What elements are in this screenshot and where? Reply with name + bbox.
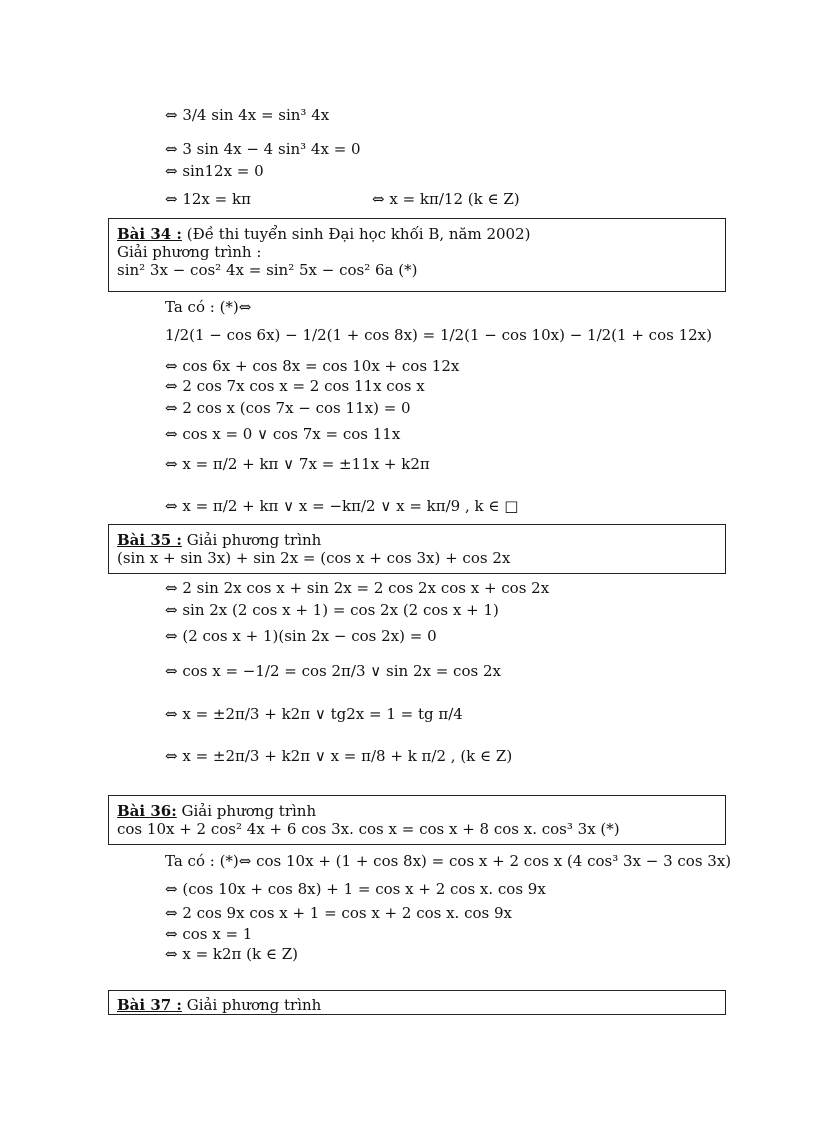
eq-line: ⇔ x = ±2π/3 + k2π ∨ tg2x = 1 = tg π/4	[165, 705, 463, 723]
eq-line: ⇔ (cos 10x + cos 8x) + 1 = cos x + 2 cos x. cos 9x	[165, 880, 546, 898]
eq-line: ⇔ 2 cos 9x cos x + 1 = cos x + 2 cos x. cos 9x	[165, 904, 512, 922]
eq-line: ⇔ 12x = kπ	[165, 190, 251, 208]
eq-line: ⇔ sin 2x (2 cos x + 1) = cos 2x (2 cos x + 1)	[165, 601, 499, 619]
eq-line: ⇔ x = π/2 + kπ ∨ x = −kπ/2 ∨ x = kπ/9 , k ∈ □	[165, 497, 519, 515]
problem-equation: cos 10x + 2 cos² 4x + 6 cos 3x. cos x = cos x + 8 cos x. cos³ 3x (*)	[117, 820, 620, 838]
problem-box-36	[108, 795, 726, 845]
problem-title: Bài 34 :	[117, 225, 182, 243]
eq-line: ⇔ sin12x = 0	[165, 162, 264, 180]
eq-line: ⇔ x = kπ/12 (k ∈ Z)	[372, 190, 520, 208]
problem-box-35	[108, 524, 726, 574]
eq-line: ⇔ x = k2π (k ∈ Z)	[165, 945, 299, 963]
problem-title: Bài 36:	[117, 802, 177, 820]
eq-line: ⇔ cos x = 0 ∨ cos 7x = cos 11x	[165, 425, 401, 443]
problem-task: Giải phương trình	[186, 531, 322, 549]
eq-line: ⇔ cos 6x + cos 8x = cos 10x + cos 12x	[165, 357, 460, 375]
eq-line: ⇔ x = ±2π/3 + k2π ∨ x = π/8 + k π/2 , (k ∈ Z)	[165, 747, 513, 765]
eq-line: ⇔ 2 cos x (cos 7x − cos 11x) = 0	[165, 399, 411, 417]
eq-line: ⇔ x = π/2 + kπ ∨ 7x = ±11x + k2π	[165, 455, 430, 473]
problem-equation: sin² 3x − cos² 4x = sin² 5x − cos² 6a (*)	[117, 261, 418, 279]
eq-line: ⇔ 2 sin 2x cos x + sin 2x = 2 cos 2x cos x + cos 2x	[165, 579, 550, 597]
eq-line: ⇔ cos x = −1/2 = cos 2π/3 ∨ sin 2x = cos 2x	[165, 662, 501, 680]
problem-box-34	[108, 218, 726, 292]
eq-line: ⇔ (2 cos x + 1)(sin 2x − cos 2x) = 0	[165, 627, 437, 645]
problem-equation: (sin x + sin 3x) + sin 2x = (cos x + cos 3x) + cos 2x	[117, 549, 511, 567]
problem-title: Bài 37 :	[117, 996, 182, 1014]
eq-line: ⇔ 3/4 sin 4x = sin³ 4x	[165, 106, 330, 124]
problem-source: (Đề thi tuyển sinh Đại học khối B, năm 2002)	[186, 225, 531, 243]
eq-line: ⇔ cos x = 1	[165, 925, 253, 943]
eq-line: ⇔ 3 sin 4x − 4 sin³ 4x = 0	[165, 140, 361, 158]
eq-line: ⇔ 2 cos 7x cos x = 2 cos 11x cos x	[165, 377, 425, 395]
problem-title: Bài 35 :	[117, 531, 182, 549]
problem-task: Giải phương trình	[186, 996, 322, 1014]
eq-line: Ta có : (*)⇔ cos 10x + (1 + cos 8x) = cos x + 2 cos x (4 cos³ 3x − 3 cos 3x)	[165, 852, 732, 870]
eq-line: 1/2(1 − cos 6x) − 1/2(1 + cos 8x) = 1/2(1 − cos 10x) − 1/2(1 + cos 12x)	[165, 326, 712, 344]
problem-box-37	[108, 990, 726, 1015]
problem-task: Giải phương trình :	[117, 243, 262, 261]
problem-task: Giải phương trình	[181, 802, 317, 820]
eq-line: Ta có : (*)⇔	[165, 298, 252, 316]
